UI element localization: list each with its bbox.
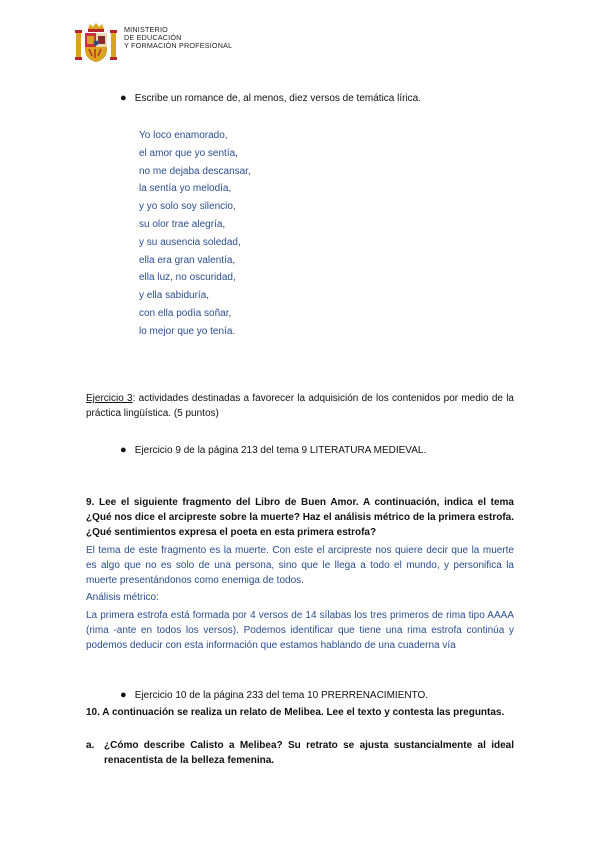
poem-verse: y ella sabiduría, xyxy=(139,290,210,302)
question-10-a-text: ¿Cómo describe Calisto a Melibea? Su retrato se ajusta sustancialmente al ideal renacentista de la belleza femenina. xyxy=(104,740,514,766)
poem-verse: lo mejor que yo tenía. xyxy=(139,325,236,337)
ministry-line-1: MINISTERIO xyxy=(124,25,168,34)
coat-of-arms-icon xyxy=(74,22,118,64)
analysis-label: Análisis métrico: xyxy=(86,592,159,603)
task-romance xyxy=(120,92,421,104)
question-10-a-label: a. xyxy=(86,740,95,751)
poem-verse: y su ausencia soledad, xyxy=(139,236,241,248)
bullet-icon: ● xyxy=(120,444,127,456)
poem-verse: ella era gran valentía, xyxy=(139,254,236,266)
poem-verse: Yo loco enamorado, xyxy=(139,130,228,141)
poem-verse: el amor que yo sentía, xyxy=(139,147,238,159)
ministry-line-3: Y FORMACIÓN PROFESIONAL xyxy=(124,41,233,50)
poem-verse: ella luz, no oscuridad, xyxy=(139,272,236,284)
ejercicio-3-label: Ejercicio 3 xyxy=(86,393,133,404)
ejercicio-3-text: : actividades destinadas a favorecer la adquisición de los contenidos por medio de la práctica lingüística. (5 puntos) xyxy=(86,393,514,419)
page-header xyxy=(74,22,232,64)
answer-9-theme: El tema de este fragmento es la muerte. Con este el arcipreste nos quiere decir que la muerte es algo que no es solo de una persona, sino que le llega a todo el mundo, y personifica la muerte presentándonos como enemiga de todos. xyxy=(86,545,514,586)
task-ejercicio-10-text: Ejercicio 10 de la página 233 del tema 10 PRERRENACIMIENTO. xyxy=(134,690,429,701)
bullet-icon: ● xyxy=(120,92,127,104)
question-10-a xyxy=(86,738,514,768)
task-ejercicio-9-text: Ejercicio 9 de la página 213 del tema 9 LITERATURA MEDIEVAL. xyxy=(134,445,427,456)
answer-9-metric: La primera estrofa está formada por 4 versos de 14 sílabas los tres primeros de rima tipo AAAA (rima -ante en todos los versos). Podemos identificar que tiene una rima estrofa continúa y podemos deducir con esta información que estamos hablando de una cuaderna vía xyxy=(86,610,514,651)
poem-verse: con ella podía soñar, xyxy=(139,307,232,319)
task-ejercicio-9 xyxy=(120,444,426,456)
question-9: 9. Lee el siguiente fragmento del Libro de Buen Amor. A continuación, indica el tema ¿Qué nos dice el arcipreste sobre la muerte? Haz el análisis métrico de la primera estrofa. ¿Qué sentimientos expresa el poeta en esta primera estrofa? xyxy=(86,497,514,538)
bullet-icon: ● xyxy=(120,689,127,701)
task-romance-text: Escribe un romance de, al menos, diez versos de temática lírica. xyxy=(134,93,422,104)
poem-verse: y yo solo soy silencio, xyxy=(139,201,236,213)
question-10: 10. A continuación se realiza un relato de Melibea. Lee el texto y contesta las preguntas. xyxy=(86,707,505,718)
ministry-line-2: DE EDUCACIÓN xyxy=(124,33,182,42)
ministry-name xyxy=(124,26,232,50)
poem xyxy=(139,127,251,341)
task-ejercicio-10 xyxy=(120,689,428,701)
poem-verse: su olor trae alegría, xyxy=(139,218,226,230)
poem-verse: no me dejaba descansar, xyxy=(139,165,251,177)
ejercicio-3 xyxy=(86,391,514,421)
poem-verse: la sentía yo melodía, xyxy=(139,183,232,195)
